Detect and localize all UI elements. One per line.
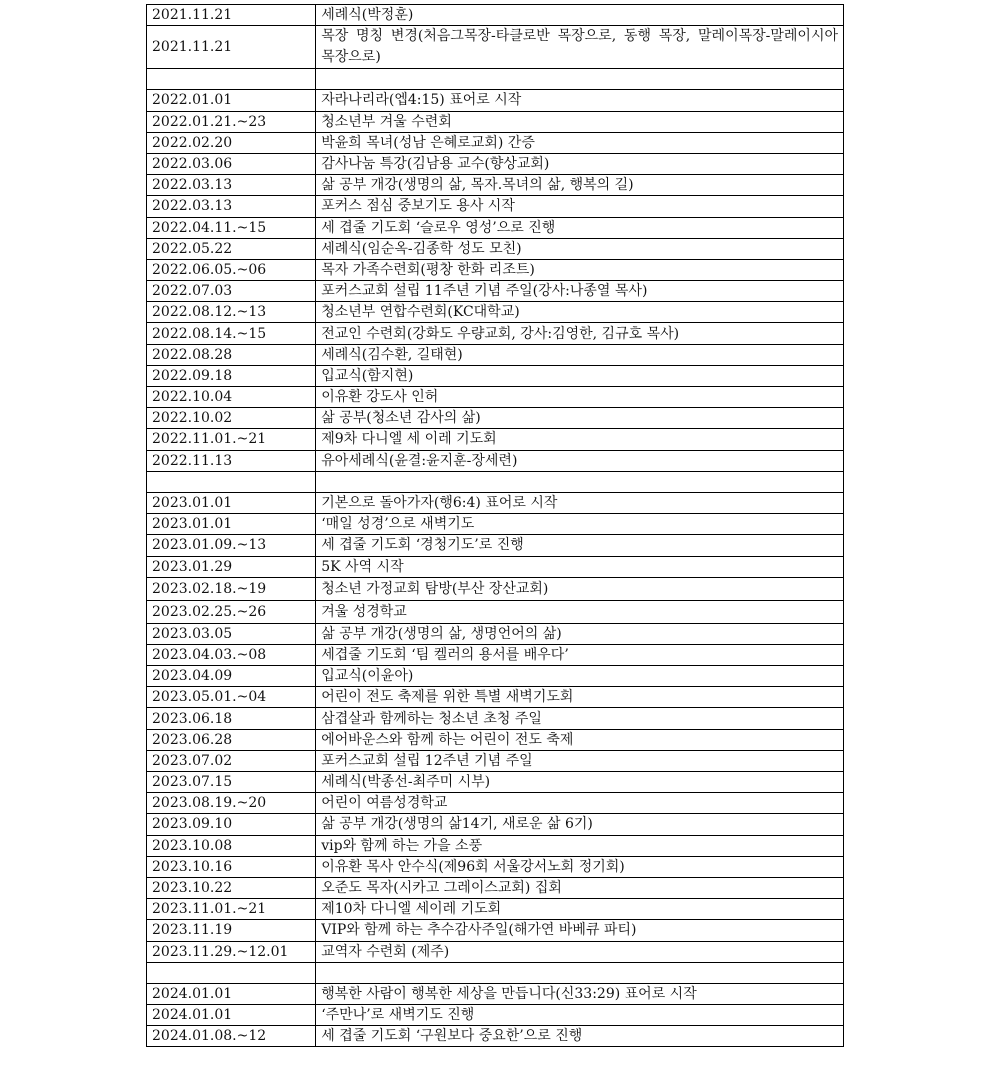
date-cell: 2021.11.21 [147, 5, 316, 26]
date-cell: 2022.08.14.~15 [147, 323, 316, 344]
date-cell: 2023.08.19.~20 [147, 793, 316, 814]
date-cell: 2023.01.09.~13 [147, 535, 316, 556]
table-row [147, 90, 844, 111]
table-row [147, 899, 844, 920]
table-row-spacer [147, 471, 844, 492]
table-row [147, 492, 844, 513]
event-cell: 세례식(임순옥-김종학 성도 모친) [316, 238, 844, 259]
date-cell: 2023.10.08 [147, 835, 316, 856]
table-row [147, 153, 844, 174]
table-row [147, 644, 844, 665]
date-cell: 2022.11.13 [147, 450, 316, 471]
event-cell: 삶 공부(청소년 감사의 삶) [316, 408, 844, 429]
event-cell: 교역자 수련회 (제주) [316, 941, 844, 962]
event-cell: 유아세례식(윤결:윤지훈-장세련) [316, 450, 844, 471]
date-cell: 2022.08.12.~13 [147, 302, 316, 323]
date-cell: 2023.07.15 [147, 772, 316, 793]
date-cell: 2023.10.22 [147, 877, 316, 898]
date-cell: 2022.09.18 [147, 365, 316, 386]
date-cell: 2022.02.20 [147, 132, 316, 153]
event-cell: 삶 공부 개강(생명의 삶14기, 새로운 삶 6기) [316, 814, 844, 835]
date-cell: 2023.11.01.~21 [147, 899, 316, 920]
date-cell: 2024.01.08.~12 [147, 1026, 316, 1047]
date-cell: 2023.04.09 [147, 666, 316, 687]
table-row [147, 217, 844, 238]
table-row [147, 514, 844, 535]
event-cell [316, 69, 844, 90]
table-row [147, 1005, 844, 1026]
event-cell: 목자 가족수련회(평창 한화 리조트) [316, 259, 844, 280]
event-cell: ‘주만나’로 새벽기도 진행 [316, 1005, 844, 1026]
date-cell: 2024.01.01 [147, 1005, 316, 1026]
table-row [147, 814, 844, 835]
event-cell: 목장 명칭 변경(처음그목장-타클로반 목장으로, 동행 목장, 말레이목장-말레이시아 목장으로) [316, 26, 844, 69]
table-row [147, 365, 844, 386]
table-row [147, 344, 844, 365]
event-cell: 행복한 사람이 행복한 세상을 만듭니다(신33:29) 표어로 시작 [316, 983, 844, 1004]
table-row [147, 556, 844, 577]
date-cell [147, 962, 316, 983]
date-cell [147, 69, 316, 90]
date-cell: 2024.01.01 [147, 983, 316, 1004]
table-row [147, 26, 844, 69]
event-cell: 겨울 성경학교 [316, 600, 844, 623]
table-row [147, 687, 844, 708]
date-cell: 2023.07.02 [147, 750, 316, 771]
event-cell: ‘매일 성경’으로 새벽기도 [316, 514, 844, 535]
table-row [147, 1026, 844, 1047]
date-cell: 2022.01.21.~23 [147, 111, 316, 132]
table-row [147, 535, 844, 556]
date-cell: 2023.11.29.~12.01 [147, 941, 316, 962]
event-cell: 세례식(박종선-최주미 시부) [316, 772, 844, 793]
date-cell: 2022.07.03 [147, 281, 316, 302]
event-cell: 세 겹줄 기도회 ‘슬로우 영성’으로 진행 [316, 217, 844, 238]
table-row [147, 983, 844, 1004]
event-cell: 제10차 다니엘 세이레 기도회 [316, 899, 844, 920]
table-row [147, 259, 844, 280]
event-cell: 포커스교회 설립 12주년 기념 주일 [316, 750, 844, 771]
event-cell: 기본으로 돌아가자(행6:4) 표어로 시작 [316, 492, 844, 513]
event-cell: 5K 사역 시작 [316, 556, 844, 577]
table-row-spacer [147, 962, 844, 983]
table-row [147, 750, 844, 771]
table-row [147, 666, 844, 687]
date-cell: 2022.08.28 [147, 344, 316, 365]
event-cell [316, 962, 844, 983]
event-cell: 세겹줄 기도회 ‘팀 켈러의 용서를 배우다’ [316, 644, 844, 665]
date-cell: 2023.06.18 [147, 708, 316, 729]
table-row [147, 196, 844, 217]
date-cell: 2023.03.05 [147, 623, 316, 644]
date-cell: 2023.10.16 [147, 856, 316, 877]
event-cell: 청소년부 겨울 수련회 [316, 111, 844, 132]
date-cell: 2023.01.01 [147, 492, 316, 513]
event-cell: 삶 공부 개강(생명의 삶, 목자.목녀의 삶, 행복의 길) [316, 175, 844, 196]
date-cell: 2022.03.13 [147, 196, 316, 217]
date-cell: 2022.05.22 [147, 238, 316, 259]
table-row [147, 708, 844, 729]
history-table-body [147, 5, 844, 1047]
table-row [147, 877, 844, 898]
event-cell: 입교식(이윤아) [316, 666, 844, 687]
table-row [147, 408, 844, 429]
date-cell: 2022.03.13 [147, 175, 316, 196]
table-row-spacer [147, 69, 844, 90]
table-row [147, 175, 844, 196]
event-cell: 포커스교회 설립 11주년 기념 주일(강사:나종열 목사) [316, 281, 844, 302]
event-cell: 이유환 목사 안수식(제96회 서울강서노회 정기회) [316, 856, 844, 877]
table-row [147, 772, 844, 793]
event-cell: 세 겹줄 기도회 ‘경청기도’로 진행 [316, 535, 844, 556]
event-cell: 세 겹줄 기도회 ‘구원보다 중요한’으로 진행 [316, 1026, 844, 1047]
event-cell: 제9차 다니엘 세 이레 기도회 [316, 429, 844, 450]
date-cell: 2023.05.01.~04 [147, 687, 316, 708]
table-row [147, 729, 844, 750]
table-row [147, 302, 844, 323]
table-row [147, 132, 844, 153]
table-row [147, 793, 844, 814]
event-cell: 세례식(김수환, 길태현) [316, 344, 844, 365]
table-row [147, 856, 844, 877]
table-row [147, 920, 844, 941]
date-cell: 2022.10.02 [147, 408, 316, 429]
event-cell: vip와 함께 하는 가을 소풍 [316, 835, 844, 856]
date-cell: 2022.10.04 [147, 387, 316, 408]
table-row [147, 111, 844, 132]
date-cell: 2023.04.03.~08 [147, 644, 316, 665]
table-row [147, 450, 844, 471]
event-cell: 청소년부 연합수련회(KC대학교) [316, 302, 844, 323]
date-cell: 2022.11.01.~21 [147, 429, 316, 450]
event-cell: 에어바운스와 함께 하는 어린이 전도 축제 [316, 729, 844, 750]
date-cell: 2022.01.01 [147, 90, 316, 111]
event-cell: 입교식(함지현) [316, 365, 844, 386]
event-cell [316, 471, 844, 492]
date-cell: 2021.11.21 [147, 26, 316, 69]
table-row [147, 577, 844, 600]
table-row [147, 941, 844, 962]
event-cell: 오준도 목자(시카고 그레이스교회) 집회 [316, 877, 844, 898]
table-row [147, 429, 844, 450]
event-cell: 감사나눔 특강(김남용 교수(향상교회) [316, 153, 844, 174]
date-cell: 2023.02.25.~26 [147, 600, 316, 623]
event-cell: 전교인 수련회(강화도 우량교회, 강사:김영한, 김규호 목사) [316, 323, 844, 344]
event-cell: 이유환 강도사 인허 [316, 387, 844, 408]
event-cell: 박윤희 목녀(성남 은혜로교회) 간증 [316, 132, 844, 153]
event-cell: 삶 공부 개강(생명의 삶, 생명언어의 삶) [316, 623, 844, 644]
table-row [147, 281, 844, 302]
event-cell: 세례식(박정훈) [316, 5, 844, 26]
event-cell: 삼겹살과 함께하는 청소년 초청 주일 [316, 708, 844, 729]
event-cell: 자라나리라(엡4:15) 표어로 시작 [316, 90, 844, 111]
date-cell: 2022.03.06 [147, 153, 316, 174]
history-table [146, 4, 844, 1047]
event-cell: VIP와 함께 하는 추수감사주일(해가연 바베큐 파티) [316, 920, 844, 941]
date-cell: 2023.09.10 [147, 814, 316, 835]
date-cell: 2023.11.19 [147, 920, 316, 941]
table-row [147, 387, 844, 408]
date-cell: 2022.06.05.~06 [147, 259, 316, 280]
date-cell: 2023.02.18.~19 [147, 577, 316, 600]
table-row [147, 600, 844, 623]
event-cell: 포커스 점심 중보기도 용사 시작 [316, 196, 844, 217]
event-cell: 어린이 여름성경학교 [316, 793, 844, 814]
date-cell: 2023.01.01 [147, 514, 316, 535]
date-cell: 2023.06.28 [147, 729, 316, 750]
table-row [147, 623, 844, 644]
date-cell: 2022.04.11.~15 [147, 217, 316, 238]
table-row [147, 5, 844, 26]
date-cell: 2023.01.29 [147, 556, 316, 577]
event-cell: 어린이 전도 축제를 위한 특별 새벽기도회 [316, 687, 844, 708]
date-cell [147, 471, 316, 492]
table-row [147, 835, 844, 856]
table-row [147, 323, 844, 344]
event-cell: 청소년 가정교회 탐방(부산 장산교회) [316, 577, 844, 600]
table-row [147, 238, 844, 259]
